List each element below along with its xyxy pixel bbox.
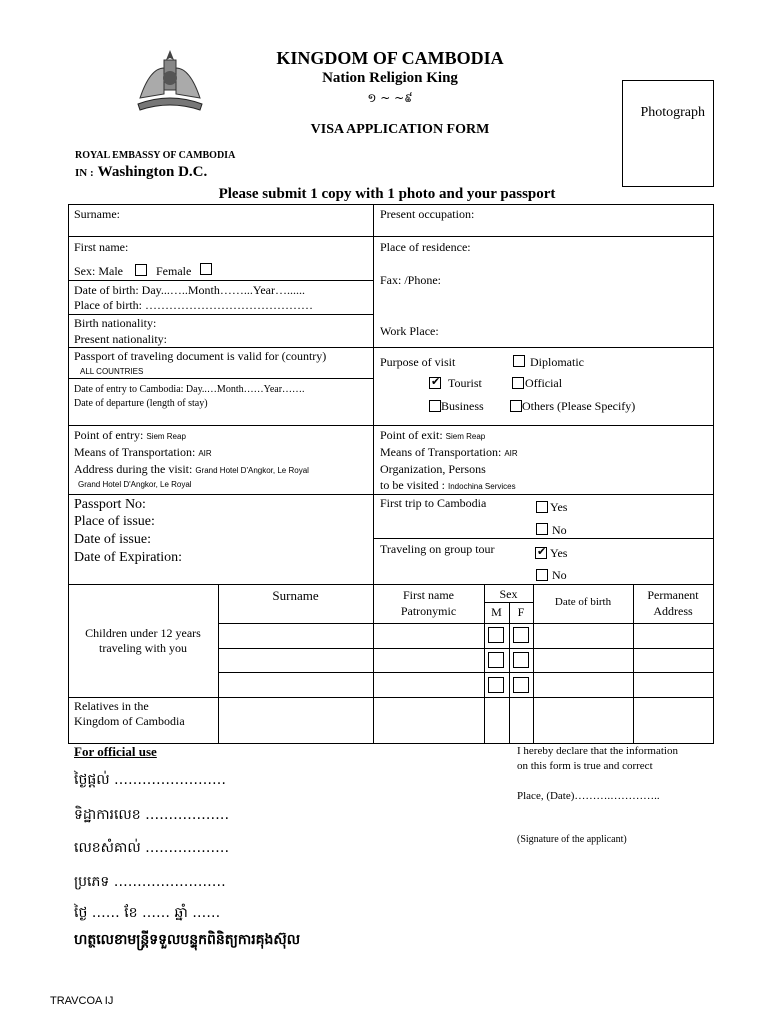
- transport-label: [74, 445, 212, 460]
- point-exit-value: Siem Reap: [445, 432, 486, 441]
- passport-valid-value: ALL COUNTRIES: [80, 367, 144, 376]
- khmer-line-3: លេខសំគាល់ ………………: [74, 840, 230, 856]
- children-label: [68, 626, 218, 656]
- group-tour-no-checkbox[interactable]: [536, 569, 548, 581]
- table-header-first-name: First name: [403, 588, 454, 602]
- point-entry-label: [74, 428, 186, 443]
- children-label-line2: traveling with you: [99, 641, 187, 655]
- tourist-checkbox[interactable]: [429, 377, 441, 389]
- form-code: TRAVCOA IJ: [50, 995, 114, 1007]
- first-trip-no-checkbox[interactable]: [536, 523, 548, 535]
- declaration-line-2: on this form is true and correct: [517, 760, 653, 772]
- country-title: KINGDOM OF CAMBODIA: [276, 48, 504, 68]
- table-header-sex: Sex: [499, 587, 518, 601]
- table-header-m: M: [491, 605, 502, 619]
- dob-field[interactable]: Date of birth: Day...…..Month……...Year…......: [74, 283, 305, 297]
- sex-male-label: Sex: Male: [74, 264, 123, 278]
- form-title: VISA APPLICATION FORM: [310, 122, 490, 137]
- declaration-line-1: I hereby declare that the information: [517, 745, 678, 757]
- official-checkbox[interactable]: [512, 377, 524, 389]
- group-tour-yes-label: Yes: [550, 546, 568, 560]
- table-header-dob: Date of birth: [554, 596, 612, 608]
- residence-label: Place of residence:: [380, 240, 471, 254]
- first-trip-yes-checkbox[interactable]: [536, 501, 548, 513]
- exit-transport-label: [380, 445, 518, 460]
- instruction: Please submit 1 copy with 1 photo and your passport: [218, 186, 556, 202]
- khmer-line-1: ថ្ងៃផ្តល់ ……………………: [74, 772, 226, 788]
- work-place-label: Work Place:: [380, 324, 439, 338]
- motto: Nation Religion King: [322, 70, 458, 86]
- transport-text: Means of Transportation:: [74, 445, 196, 459]
- first-trip-label: First trip to Cambodia: [380, 496, 487, 510]
- first-trip-no-label: No: [552, 523, 567, 537]
- place-issue-label: Place of issue:: [74, 514, 155, 529]
- child3-f-checkbox[interactable]: [513, 677, 529, 693]
- child2-m-checkbox[interactable]: [488, 652, 504, 668]
- group-tour-yes-checkbox[interactable]: [535, 547, 547, 559]
- present-nationality-label: Present nationality:: [74, 332, 167, 346]
- photograph-label: Photograph: [640, 105, 705, 120]
- transport-value: AIR: [198, 449, 212, 458]
- first-trip-yes-label: Yes: [550, 500, 568, 514]
- child1-f-checkbox[interactable]: [513, 627, 529, 643]
- date-expiration-label: Date of Expiration:: [74, 550, 183, 565]
- khmer-line-4: ប្រភេទ ……………………: [74, 874, 226, 890]
- exit-transport-text: Means of Transportation:: [380, 445, 502, 459]
- official-use-label: For official use: [74, 744, 157, 759]
- signature-label: (Signature of the applicant): [517, 834, 627, 845]
- organization-value: Indochina Services: [448, 482, 516, 491]
- child2-f-checkbox[interactable]: [513, 652, 529, 668]
- relatives-label-line1: Relatives in the: [74, 699, 149, 713]
- child3-m-checkbox[interactable]: [488, 677, 504, 693]
- relatives-label-line2: Kingdom of Cambodia: [74, 714, 185, 728]
- entry-date-field[interactable]: Date of entry to Cambodia: Day..…Month……Year…….: [74, 384, 305, 395]
- in-prefix: IN :: [75, 167, 94, 179]
- business-label: Business: [441, 399, 484, 413]
- address-label: [74, 462, 309, 477]
- official-label: Official: [525, 376, 563, 390]
- ornament: ១ ~ ~៩: [367, 91, 413, 105]
- male-checkbox[interactable]: [135, 264, 147, 276]
- purpose-label: Purpose of visit: [380, 355, 456, 369]
- embassy-city: Washington D.C.: [97, 164, 208, 180]
- exit-transport-value: AIR: [504, 449, 518, 458]
- khmer-line-2: ទិដ្ឋាការលេខ ………………: [74, 807, 230, 823]
- group-tour-label: Traveling on group tour: [380, 542, 495, 556]
- address-value: Grand Hotel D'Angkor, Le Royal: [195, 466, 309, 475]
- group-tour-no-label: No: [552, 568, 567, 582]
- table-header-surname: Surname: [272, 588, 319, 603]
- table-header-address: Address: [653, 604, 693, 618]
- khmer-line-6: ហត្ថលេខាមន្ត្រីទទួលបន្ទុកពិនិត្យការគុងស៊ុល: [74, 932, 301, 948]
- address-value-2: Grand Hotel D'Angkor, Le Royal: [78, 480, 192, 489]
- others-label: Others (Please Specify): [522, 399, 636, 413]
- point-entry-value: Siem Reap: [146, 432, 186, 441]
- business-checkbox[interactable]: [429, 400, 441, 412]
- diplomatic-checkbox[interactable]: [513, 355, 525, 367]
- departure-date-field[interactable]: Date of departure (length of stay): [74, 398, 208, 409]
- table-header-permanent: Permanent: [647, 588, 699, 602]
- passport-no-label: Passport No:: [74, 497, 146, 512]
- first-name-label: First name:: [74, 240, 129, 254]
- place-date-field[interactable]: Place, (Date)……….…………..: [517, 790, 660, 802]
- point-exit-label: [380, 428, 485, 443]
- relatives-label: [74, 699, 185, 729]
- khmer-line-5: ថ្ងៃ …… ខែ …… ឆ្នាំ ……: [74, 905, 221, 921]
- organization-label: Organization, Persons: [380, 462, 486, 476]
- table-header-f: F: [517, 605, 525, 619]
- tourist-label: Tourist: [448, 376, 482, 390]
- female-checkbox[interactable]: [200, 263, 212, 275]
- date-issue-label: Date of issue:: [74, 532, 151, 547]
- others-checkbox[interactable]: [510, 400, 522, 412]
- to-be-visited-text: to be visited :: [380, 478, 445, 492]
- fax-phone-label: Fax: /Phone:: [380, 273, 442, 287]
- passport-valid-label: Passport of traveling document is valid for (country): [74, 349, 327, 363]
- children-label-line1: Children under 12 years: [85, 626, 201, 640]
- embassy-label: ROYAL EMBASSY OF CAMBODIA: [75, 150, 236, 161]
- sex-female-label: Female: [156, 264, 192, 278]
- table-header-patronymic: Patronymic: [400, 604, 457, 618]
- to-be-visited-label: [380, 478, 516, 493]
- birth-nationality-label: Birth nationality:: [74, 316, 157, 330]
- diplomatic-label: Diplomatic: [530, 355, 584, 369]
- occupation-label: Present occupation:: [380, 207, 475, 221]
- pob-field[interactable]: Place of birth: ……………………………………: [74, 298, 313, 312]
- address-text: Address during the visit:: [74, 462, 193, 476]
- child1-m-checkbox[interactable]: [488, 627, 504, 643]
- surname-label: Surname:: [74, 207, 120, 221]
- point-entry-text: Point of entry:: [74, 428, 144, 442]
- point-exit-text: Point of exit:: [380, 428, 443, 442]
